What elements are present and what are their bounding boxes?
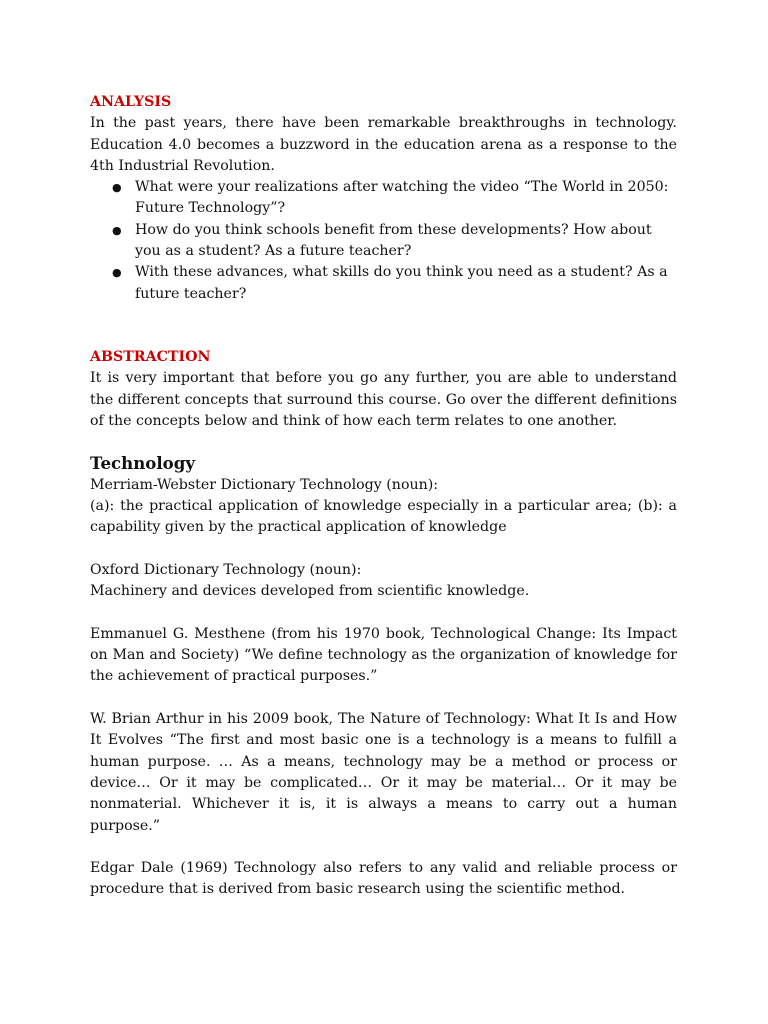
abstraction-intro: It is very important that before you go any further, you are able to understand the different concepts that surround this course. Go over the different definitions of the concepts below and think of how each term relates to one another.: [90, 370, 677, 429]
document-content: [90, 92, 677, 901]
arthur-definition: W. Brian Arthur in his 2009 book, The Nature of Technology: What It Is and How It Evolves “The first and most basic one is a technology is a means to fulfill a human purpose. … As a means, technology may be a method or process or device… Or it may be complicated… Or it may be material… Or it may be nonmaterial. Whichever it is, it is always a means to carry out a human purpose.”: [90, 711, 677, 834]
analysis-question-3: With these advances, what skills do you think you need as a student? As a future teacher?: [135, 264, 668, 302]
bullet-icon: ●: [112, 223, 122, 237]
analysis-question-1: What were your realizations after watching the video “The World in 2050: Future Technology”?: [135, 179, 669, 217]
spacer: [90, 539, 677, 560]
bullet-icon: ●: [112, 266, 122, 280]
analysis-heading: ANALYSIS: [90, 94, 172, 110]
merriam-webster-title: Merriam-Webster Dictionary Technology (noun):: [90, 476, 439, 493]
list-item: [112, 262, 677, 305]
mesthene-definition: Emmanuel G. Mesthene (from his 1970 book, Technological Change: Its Impact on Man and Society) “We define technology as the organization of knowledge for the achievement of practical purposes.”: [90, 625, 677, 685]
spacer: [90, 305, 677, 347]
spacer: [90, 603, 677, 624]
analysis-question-2: How do you think schools benefit from these developments? How about you as a student? As a future teacher?: [135, 221, 652, 260]
spacer: [90, 837, 677, 858]
bullet-icon: ●: [112, 181, 122, 195]
spacer: [90, 432, 677, 453]
oxford-title: Oxford Dictionary Technology (noun):: [90, 561, 362, 578]
analysis-intro: In the past years, there have been remarkable breakthroughs in technology. Education 4.0 becomes a buzzword in the education arena as a response to the 4th Industrial Revolution.: [90, 115, 677, 174]
dale-definition: Edgar Dale (1969) Technology also refers to any valid and reliable process or procedure that is derived from basic research using the scientific method.: [90, 860, 677, 898]
spacer: [90, 688, 677, 709]
abstraction-heading: ABSTRACTION: [90, 348, 211, 365]
technology-heading: Technology: [90, 453, 196, 474]
analysis-question-list: [90, 177, 677, 305]
list-item: [112, 177, 677, 220]
list-item: [112, 220, 677, 263]
merriam-webster-definition: (a): the practical application of knowledge especially in a particular area; (b): a capability given by the practical application of knowledge: [90, 498, 677, 536]
oxford-definition: Machinery and devices developed from scientific knowledge.: [90, 583, 530, 600]
